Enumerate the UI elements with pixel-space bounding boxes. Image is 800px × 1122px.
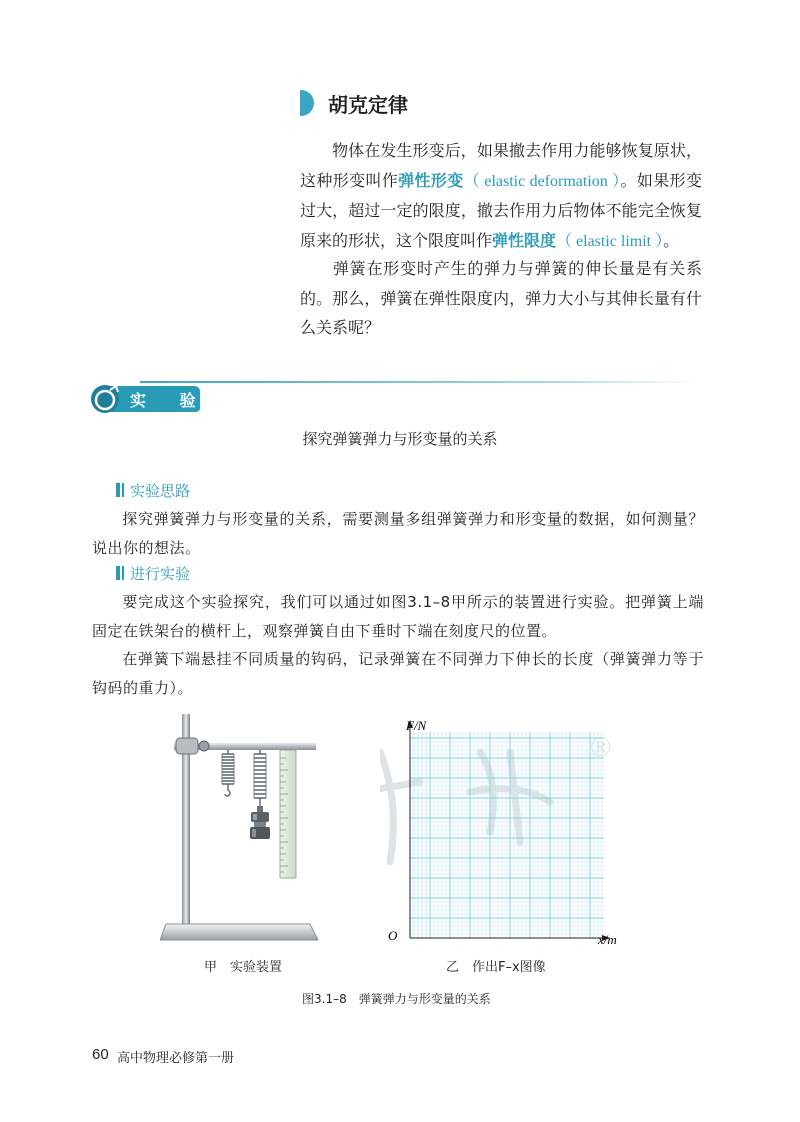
- apparatus-illustration: [160, 712, 330, 944]
- watermark-brush: [380, 752, 550, 862]
- book-title: 高中物理必修第一册: [117, 1051, 235, 1066]
- left-figure-caption: 甲 实验装置: [204, 960, 283, 975]
- stand-base: [160, 924, 318, 940]
- hook-weight: [250, 806, 270, 839]
- subheading-procedure: 进行实验: [116, 563, 190, 583]
- experiment-divider: [140, 381, 700, 383]
- right-figure-caption: 乙 作出F–x图像: [446, 960, 546, 975]
- section-heading: [300, 88, 408, 118]
- procedure-text-1: 要完成这个实验探究，我们可以通过如图3.1–8甲所示的装置进行实验。把弹簧上端固定在铁架台的横杆上，观察弹簧自由下垂时下端在刻度尺的位置。: [92, 593, 704, 640]
- watermark-mark: ®: [590, 732, 612, 763]
- clamp: [176, 738, 198, 754]
- experiment-badge-label: 实 验: [130, 391, 210, 410]
- intro-paragraph-1: 物体在发生形变后，如果撤去作用力能够恢复原状，这种形变叫作弹性形变（ elastic deformation ）。如果形变过大，超过一定的限度，撤去作用力后物体不能完全恢复原来的形状，这个限度叫作弹性限度（ elastic limit ）。: [300, 141, 702, 250]
- page-number: 60: [92, 1046, 109, 1063]
- origin-label: O: [388, 928, 398, 943]
- section-marker-icon: [300, 90, 314, 116]
- spring-loaded: [254, 750, 266, 806]
- figure-caption: 图3.1–8 弹簧弹力与形变量的关系: [302, 992, 491, 1006]
- idea-text: 探究弹簧弹力与形变量的关系，需要测量多组弹簧弹力和形变量的数据，如何测量？说出你的想法。: [92, 510, 704, 557]
- x-axis-label: x/m: [598, 932, 617, 947]
- procedure-text-2: 在弹簧下端悬挂不同质量的钩码，记录弹簧在不同弹力下伸长的长度（弹簧弹力等于钩码的重力）。: [92, 650, 704, 697]
- subheading-idea: 实验思路: [116, 480, 190, 500]
- ruler: [280, 750, 296, 878]
- term-elastic-deformation: 弹性形变: [398, 170, 464, 190]
- term-elastic-limit: 弹性限度: [492, 230, 557, 250]
- experiment-title: 探究弹簧弹力与形变量的关系: [302, 430, 498, 448]
- section-title: 胡克定律: [328, 92, 408, 117]
- y-axis-label: F/N: [406, 718, 427, 733]
- spring-free: [222, 750, 234, 796]
- fx-graph: [380, 712, 630, 948]
- intro-paragraph-2: 弹簧在形变时产生的弹力与弹簧的伸长量是有关系的。那么，弹簧在弹性限度内，弹力大小与其伸长量有什么关系呢？: [300, 259, 702, 337]
